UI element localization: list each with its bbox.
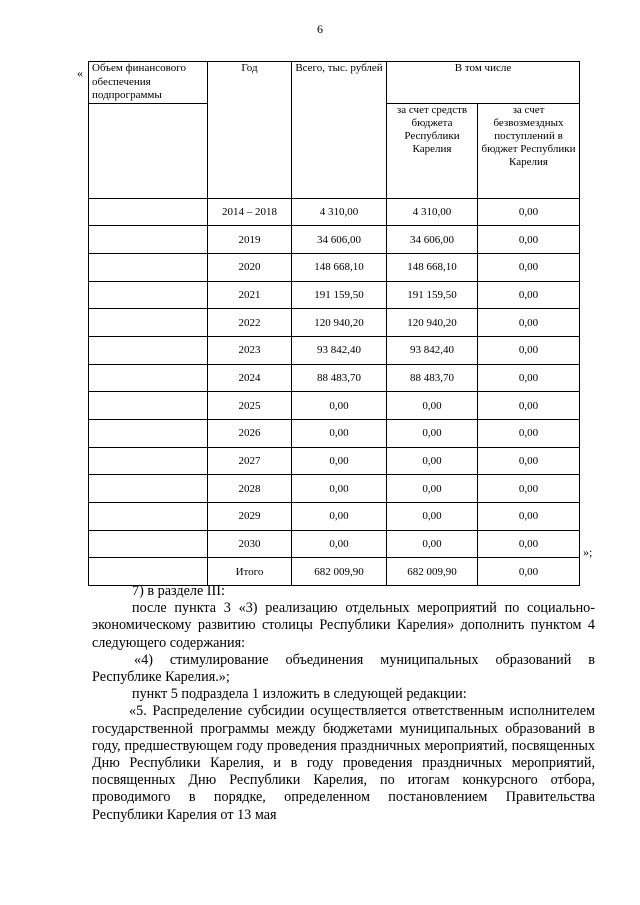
table-row bbox=[89, 420, 580, 448]
label-spacer bbox=[89, 475, 208, 503]
free-cell: 0,00 bbox=[478, 503, 580, 531]
label-spacer bbox=[89, 103, 208, 198]
budget-cell: 88 483,70 bbox=[387, 364, 478, 392]
label-spacer bbox=[89, 503, 208, 531]
table-row bbox=[89, 253, 580, 281]
label-spacer bbox=[89, 309, 208, 337]
budget-cell: 191 159,50 bbox=[387, 281, 478, 309]
year-cell: 2026 bbox=[208, 420, 292, 448]
total-cell: 4 310,00 bbox=[292, 198, 387, 226]
free-cell: 0,00 bbox=[478, 530, 580, 558]
budget-cell: 0,00 bbox=[387, 420, 478, 448]
opening-quote: « bbox=[77, 66, 83, 80]
budget-cell: 0,00 bbox=[387, 475, 478, 503]
total-cell: 93 842,40 bbox=[292, 336, 387, 364]
total-cell: 34 606,00 bbox=[292, 226, 387, 254]
budget-cell: 34 606,00 bbox=[387, 226, 478, 254]
budget-cell: 148 668,10 bbox=[387, 253, 478, 281]
table-row bbox=[89, 336, 580, 364]
label-spacer bbox=[89, 558, 208, 586]
free-cell: 0,00 bbox=[478, 475, 580, 503]
paragraph-point-5: «5. Распределение субсидии осуществляется ответственным исполнителем государственной программы между бюджетами муниципальных образований в году, предшествующем году проведения праздничных мероприятий, посвященных Дню Республики Карелия, и в году проведения праздничных мероприятий, посвященных Дню Республики Карелия, по итогам конкурсного отбора, проводимого в порядке, определенном постановлением Правительства Республики Карелия от 13 мая bbox=[92, 703, 595, 823]
page-number: 6 bbox=[317, 22, 323, 36]
table-row bbox=[89, 309, 580, 337]
total-cell: 0,00 bbox=[292, 503, 387, 531]
year-cell: 2020 bbox=[208, 253, 292, 281]
total-cell: 0,00 bbox=[292, 530, 387, 558]
total-cell: 120 940,20 bbox=[292, 309, 387, 337]
free-cell: 0,00 bbox=[478, 309, 580, 337]
free-cell: 0,00 bbox=[478, 198, 580, 226]
free-cell: 0,00 bbox=[478, 420, 580, 448]
table-row bbox=[89, 364, 580, 392]
year-cell: 2023 bbox=[208, 336, 292, 364]
table-row bbox=[89, 447, 580, 475]
budget-cell: 0,00 bbox=[387, 503, 478, 531]
label-spacer bbox=[89, 447, 208, 475]
year-cell: Итого bbox=[208, 558, 292, 586]
budget-cell: 0,00 bbox=[387, 530, 478, 558]
table-row bbox=[89, 530, 580, 558]
free-header: за счет безвозмездных поступлений в бюджет Республики Карелия bbox=[478, 103, 580, 198]
year-cell: 2027 bbox=[208, 447, 292, 475]
year-cell: 2019 bbox=[208, 226, 292, 254]
label-spacer bbox=[89, 253, 208, 281]
year-cell: 2022 bbox=[208, 309, 292, 337]
financing-label: Объем финансового обеспечения подпрограммы bbox=[89, 62, 208, 104]
paragraph-after-point-3: после пункта 3 «3) реализацию отдельных мероприятий по социально-экономическому развитию столицы Республики Карелия» дополнить пунктом 4 следующего содержания: bbox=[92, 600, 595, 651]
table-row bbox=[89, 281, 580, 309]
free-cell: 0,00 bbox=[478, 364, 580, 392]
budget-cell: 0,00 bbox=[387, 392, 478, 420]
body-text bbox=[92, 583, 595, 824]
table-row bbox=[89, 558, 580, 586]
total-cell: 0,00 bbox=[292, 392, 387, 420]
total-cell: 0,00 bbox=[292, 475, 387, 503]
paragraph-item-7: 7) в разделе III: bbox=[132, 583, 225, 599]
total-cell: 191 159,50 bbox=[292, 281, 387, 309]
label-spacer bbox=[89, 336, 208, 364]
year-cell: 2025 bbox=[208, 392, 292, 420]
label-spacer bbox=[89, 281, 208, 309]
year-cell: 2030 bbox=[208, 530, 292, 558]
budget-cell: 682 009,90 bbox=[387, 558, 478, 586]
free-cell: 0,00 bbox=[478, 226, 580, 254]
total-cell: 0,00 bbox=[292, 447, 387, 475]
label-spacer bbox=[89, 530, 208, 558]
table-row bbox=[89, 475, 580, 503]
budget-cell: 93 842,40 bbox=[387, 336, 478, 364]
budget-cell: 120 940,20 bbox=[387, 309, 478, 337]
label-spacer bbox=[89, 392, 208, 420]
year-cell: 2024 bbox=[208, 364, 292, 392]
total-cell: 88 483,70 bbox=[292, 364, 387, 392]
free-cell: 0,00 bbox=[478, 392, 580, 420]
including-header: В том числе bbox=[387, 62, 580, 104]
paragraph-point-5-intro: пункт 5 подраздела 1 изложить в следующей редакции: bbox=[132, 686, 467, 703]
free-cell: 0,00 bbox=[478, 558, 580, 586]
total-cell: 0,00 bbox=[292, 420, 387, 448]
table-row bbox=[89, 198, 580, 226]
total-header: Всего, тыс. рублей bbox=[292, 62, 387, 199]
year-cell: 2014 – 2018 bbox=[208, 198, 292, 226]
free-cell: 0,00 bbox=[478, 447, 580, 475]
free-cell: 0,00 bbox=[478, 281, 580, 309]
year-header: Год bbox=[208, 62, 292, 199]
paragraph-point-4: «4) стимулирование объединения муниципальных образований в Республике Карелия.»; bbox=[92, 651, 595, 686]
budget-header: за счет средств бюджета Республики Карелия bbox=[387, 103, 478, 198]
label-spacer bbox=[89, 198, 208, 226]
total-cell: 148 668,10 bbox=[292, 253, 387, 281]
free-cell: 0,00 bbox=[478, 253, 580, 281]
closing-quote: »; bbox=[583, 545, 593, 559]
free-cell: 0,00 bbox=[478, 336, 580, 364]
year-cell: 2029 bbox=[208, 503, 292, 531]
label-spacer bbox=[89, 226, 208, 254]
table-row bbox=[89, 226, 580, 254]
label-spacer bbox=[89, 420, 208, 448]
label-spacer bbox=[89, 364, 208, 392]
budget-cell: 4 310,00 bbox=[387, 198, 478, 226]
year-cell: 2028 bbox=[208, 475, 292, 503]
budget-cell: 0,00 bbox=[387, 447, 478, 475]
total-cell: 682 009,90 bbox=[292, 558, 387, 586]
table-row bbox=[89, 503, 580, 531]
financing-table bbox=[88, 61, 580, 586]
year-cell: 2021 bbox=[208, 281, 292, 309]
table-row bbox=[89, 392, 580, 420]
